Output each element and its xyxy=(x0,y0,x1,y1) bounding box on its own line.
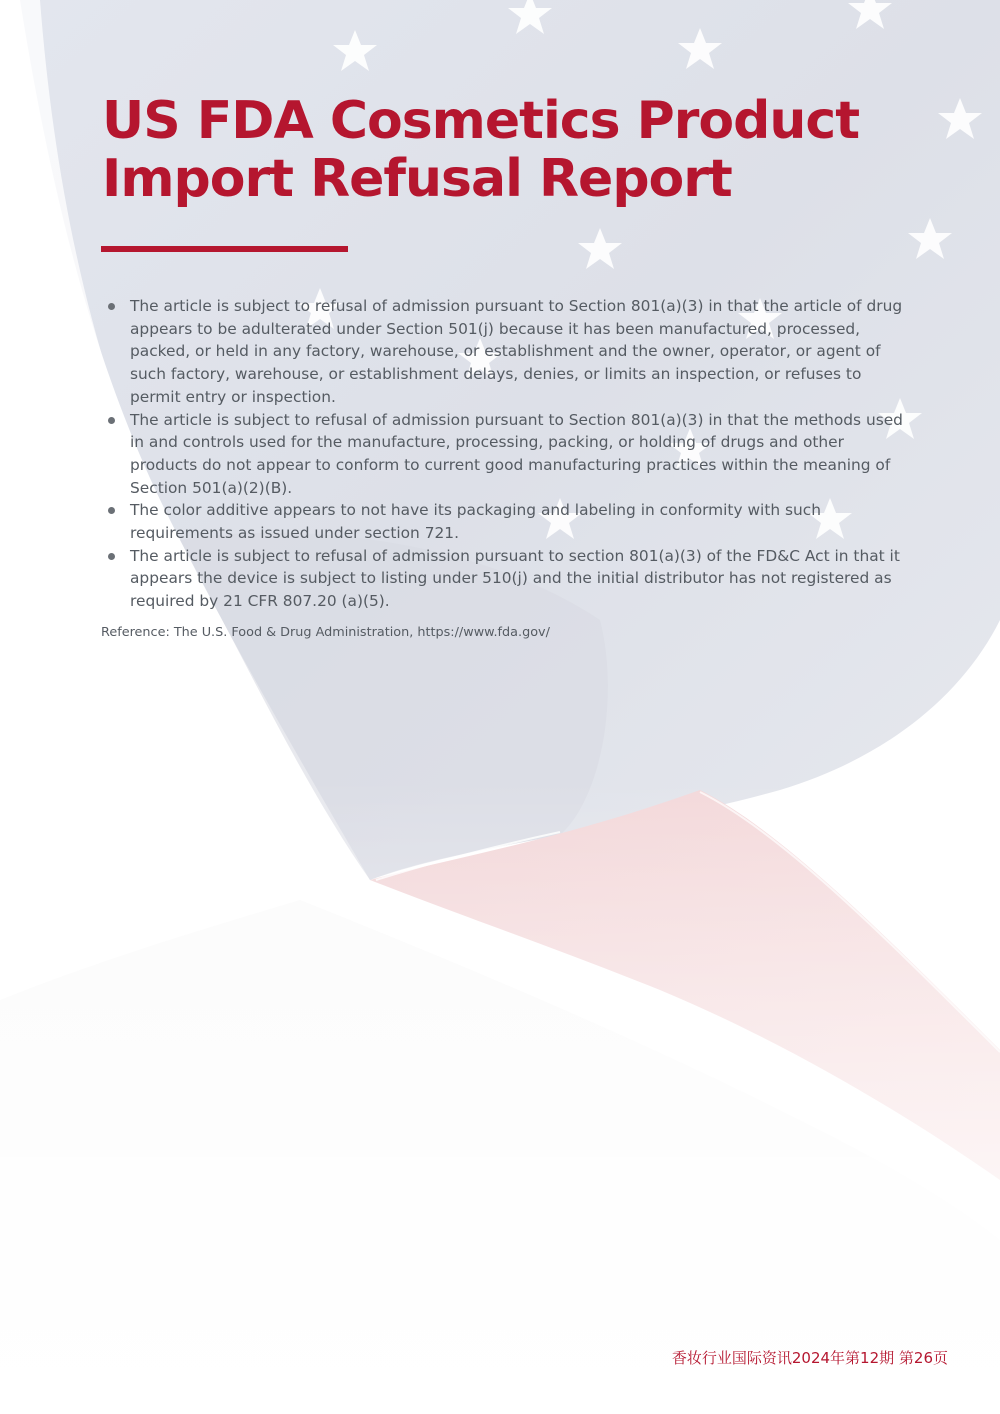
bullet-icon xyxy=(108,553,115,560)
list-item xyxy=(104,545,904,613)
list-item xyxy=(104,295,904,409)
list-item-text: The article is subject to refusal of admission pursuant to section 801(a)(3) of the FD&C Act in that it appears the device is subject to listing under 510(j) and the initial distributor has not registered as required by 21 CFR 807.20 (a)(5). xyxy=(130,546,900,611)
list-item-text: The article is subject to refusal of admission pursuant to Section 801(a)(3) in that the methods used in and controls used for the manufacture, processing, packing, or holding of drugs and other products do not appear to conform to current good manufacturing practices within the meaning of Section 501(a)(2)(B). xyxy=(130,410,903,497)
list-item-text: The color additive appears to not have its packaging and labeling in conformity with such requirements as issued under section 721. xyxy=(130,501,822,543)
bullet-icon xyxy=(108,417,115,424)
list-item xyxy=(104,409,904,500)
page-title xyxy=(102,92,962,208)
bullet-icon xyxy=(108,507,115,514)
reference-note: Reference: The U.S. Food & Drug Administration, https://www.fda.gov/ xyxy=(101,625,550,640)
list-item-text: The article is subject to refusal of admission pursuant to Section 801(a)(3) in that the article of drug appears to be adulterated under Section 501(j) because it has been manufactured, processed, packed, or held in any factory, warehouse, or establishment and the owner, operator, or agent of such factory, warehouse, or establishment delays, denies, or limits an inspection, or refuses to permit entry or inspection. xyxy=(130,297,903,406)
page-footer: 香妆行业国际资讯2024年第12期 第26页 xyxy=(671,1349,948,1367)
title-line-1: US FDA Cosmetics Product xyxy=(102,91,860,151)
list-item xyxy=(104,499,904,544)
refusal-reasons-list xyxy=(104,295,904,613)
title-line-2: Import Refusal Report xyxy=(102,149,732,209)
bullet-icon xyxy=(108,303,115,310)
title-underline-divider xyxy=(101,246,348,252)
